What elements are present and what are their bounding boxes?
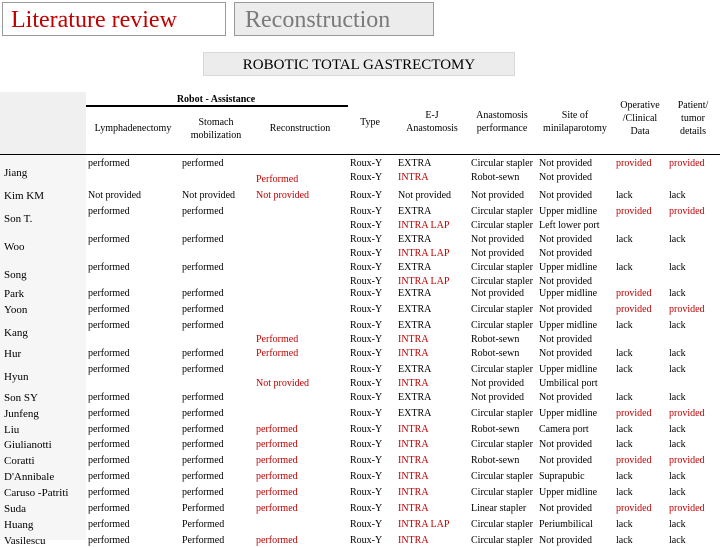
row-name: Caruso -Patriti	[4, 487, 69, 499]
cell-ej: INTRA	[398, 424, 429, 435]
cell-ej: Not provided	[398, 190, 452, 201]
cell-site: Upper midline	[539, 408, 598, 419]
cell-anast: Circular stapler	[471, 535, 533, 546]
cell-patient-details: provided	[669, 455, 705, 466]
cell-anast: Not provided	[471, 288, 525, 299]
cell-ej: INTRA LAP	[398, 248, 450, 259]
cell-anast: Not provided	[471, 190, 525, 201]
cell-reconstruction: Performed	[256, 348, 299, 359]
cell-stomach-mobilization: performed	[182, 304, 224, 315]
cell-site: Upper midline	[539, 487, 598, 498]
cell-patient-details: provided	[669, 304, 705, 315]
cell-lymphadenectomy: performed	[88, 206, 130, 217]
cell-patient-details: lack	[669, 487, 686, 498]
cell-ej: EXTRA	[398, 304, 432, 315]
cell-type: Roux-Y	[350, 348, 383, 359]
cell-type: Roux-Y	[350, 364, 383, 375]
row-name: Jiang	[4, 167, 28, 179]
cell-site: Upper midline	[539, 364, 598, 375]
cell-site: Left lower port	[539, 220, 600, 231]
cell-type: Roux-Y	[350, 392, 383, 403]
group-header-rule	[86, 105, 348, 107]
cell-operative-data: lack	[616, 471, 633, 482]
cell-patient-details: lack	[669, 234, 686, 245]
cell-anast: Linear stapler	[471, 503, 527, 514]
cell-type: Roux-Y	[350, 503, 383, 514]
cell-lymphadenectomy: performed	[88, 535, 130, 546]
cell-operative-data: lack	[616, 190, 633, 201]
cell-type: Roux-Y	[350, 220, 383, 231]
cell-site: Not provided	[539, 439, 593, 450]
cell-ej: INTRA	[398, 378, 429, 389]
cell-patient-details: lack	[669, 364, 686, 375]
row-name: D'Annibale	[4, 471, 55, 483]
cell-lymphadenectomy: performed	[88, 288, 130, 299]
cell-site: Upper midline	[539, 288, 598, 299]
cell-ej: EXTRA	[398, 234, 432, 245]
cell-site: Umbilical port	[539, 378, 598, 389]
cell-anast: Circular stapler	[471, 519, 533, 530]
cell-ej: EXTRA	[398, 206, 432, 217]
cell-site: Upper midline	[539, 206, 598, 217]
cell-operative-data: provided	[616, 206, 652, 217]
cell-site: Not provided	[539, 172, 593, 183]
cell-patient-details: lack	[669, 262, 686, 273]
slide-subtitle: ROBOTIC TOTAL GASTRECTOMY	[203, 52, 515, 76]
cell-site: Not provided	[539, 535, 593, 546]
cell-type: Roux-Y	[350, 206, 383, 217]
cell-anast: Circular stapler	[471, 487, 533, 498]
cell-lymphadenectomy: performed	[88, 392, 130, 403]
cell-anast: Circular stapler	[471, 206, 533, 217]
cell-site: Not provided	[539, 334, 593, 345]
cell-stomach-mobilization: performed	[182, 471, 224, 482]
cell-ej: EXTRA	[398, 288, 432, 299]
cell-ej: INTRA	[398, 172, 429, 183]
cell-site: Not provided	[539, 348, 593, 359]
cell-ej: EXTRA	[398, 408, 432, 419]
cell-type: Roux-Y	[350, 535, 383, 546]
header-type: Type	[360, 117, 380, 128]
cell-site: Not provided	[539, 234, 593, 245]
cell-reconstruction: Not provided	[256, 190, 310, 201]
cell-site: Not provided	[539, 455, 593, 466]
cell-ej: INTRA LAP	[398, 220, 450, 231]
cell-type: Roux-Y	[350, 487, 383, 498]
cell-patient-details: lack	[669, 471, 686, 482]
cell-anast: Not provided	[471, 392, 525, 403]
cell-stomach-mobilization: performed	[182, 320, 224, 331]
cell-patient-details: lack	[669, 424, 686, 435]
row-name: Son SY	[4, 392, 38, 404]
cell-site: Not provided	[539, 276, 593, 287]
cell-patient-details: provided	[669, 158, 705, 169]
cell-type: Roux-Y	[350, 519, 383, 530]
cell-patient-details: lack	[669, 288, 686, 299]
row-name: Coratti	[4, 455, 35, 467]
cell-lymphadenectomy: performed	[88, 364, 130, 375]
cell-type: Roux-Y	[350, 334, 383, 345]
cell-anast: Circular stapler	[471, 439, 533, 450]
row-name: Huang	[4, 519, 34, 531]
cell-patient-details: provided	[669, 408, 705, 419]
cell-ej: EXTRA	[398, 262, 432, 273]
cell-operative-data: lack	[616, 487, 633, 498]
cell-anast: Not provided	[471, 248, 525, 259]
cell-stomach-mobilization: Performed	[182, 519, 225, 530]
cell-site: Periumbilical	[539, 519, 593, 530]
cell-lymphadenectomy: performed	[88, 439, 130, 450]
row-name: Hyun	[4, 371, 29, 383]
literature-table	[0, 92, 720, 547]
cell-stomach-mobilization: performed	[182, 487, 224, 498]
cell-ej: INTRA LAP	[398, 276, 450, 287]
cell-lymphadenectomy: Not provided	[88, 190, 142, 201]
cell-anast: Robot-sewn	[471, 334, 520, 345]
cell-site: Not provided	[539, 248, 593, 259]
cell-operative-data: lack	[616, 519, 633, 530]
row-name: Hur	[4, 348, 22, 360]
cell-stomach-mobilization: performed	[182, 262, 224, 273]
row-name: Park	[4, 288, 25, 300]
cell-reconstruction: performed	[256, 455, 298, 466]
cell-anast: Circular stapler	[471, 304, 533, 315]
cell-ej: EXTRA	[398, 392, 432, 403]
cell-lymphadenectomy: performed	[88, 503, 130, 514]
header-bottom-rule	[0, 154, 720, 155]
cell-lymphadenectomy: performed	[88, 320, 130, 331]
cell-ej: INTRA	[398, 455, 429, 466]
cell-type: Roux-Y	[350, 276, 383, 287]
cell-stomach-mobilization: performed	[182, 408, 224, 419]
cell-operative-data: lack	[616, 424, 633, 435]
cell-anast: Circular stapler	[471, 158, 533, 169]
cell-anast: Circular stapler	[471, 364, 533, 375]
header-stomach-mobilization: Stomach mobilization	[190, 117, 242, 141]
cell-operative-data: provided	[616, 455, 652, 466]
cell-ej: INTRA	[398, 471, 429, 482]
group-header-robot-assistance: Robot - Assistance	[176, 94, 256, 105]
cell-operative-data: provided	[616, 158, 652, 169]
row-name: Suda	[4, 503, 26, 515]
cell-lymphadenectomy: performed	[88, 304, 130, 315]
cell-site: Not provided	[539, 190, 593, 201]
cell-ej: INTRA	[398, 348, 429, 359]
cell-patient-details: lack	[669, 320, 686, 331]
row-name: Son T.	[4, 213, 33, 225]
cell-reconstruction: Not provided	[256, 378, 310, 389]
cell-reconstruction: performed	[256, 439, 298, 450]
cell-anast: Not provided	[471, 378, 525, 389]
cell-anast: Circular stapler	[471, 408, 533, 419]
cell-site: Upper midline	[539, 262, 598, 273]
cell-type: Roux-Y	[350, 424, 383, 435]
tab-literature-review[interactable]: Literature review	[2, 2, 226, 36]
cell-operative-data: lack	[616, 262, 633, 273]
cell-anast: Robot-sewn	[471, 172, 520, 183]
cell-operative-data: lack	[616, 348, 633, 359]
tab-reconstruction[interactable]: Reconstruction	[234, 2, 434, 36]
cell-stomach-mobilization: performed	[182, 392, 224, 403]
cell-type: Roux-Y	[350, 234, 383, 245]
cell-operative-data: lack	[616, 234, 633, 245]
cell-type: Roux-Y	[350, 158, 383, 169]
cell-ej: EXTRA	[398, 158, 432, 169]
cell-lymphadenectomy: performed	[88, 471, 130, 482]
cell-operative-data: provided	[616, 503, 652, 514]
cell-ej: INTRA	[398, 334, 429, 345]
cell-lymphadenectomy: performed	[88, 348, 130, 359]
cell-stomach-mobilization: Performed	[182, 503, 225, 514]
cell-lymphadenectomy: performed	[88, 408, 130, 419]
cell-anast: Circular stapler	[471, 471, 533, 482]
cell-anast: Robot-sewn	[471, 348, 520, 359]
header-lymphadenectomy: Lymphadenectomy	[94, 123, 172, 134]
cell-patient-details: lack	[669, 190, 686, 201]
cell-ej: INTRA	[398, 439, 429, 450]
cell-stomach-mobilization: performed	[182, 364, 224, 375]
cell-patient-details: lack	[669, 535, 686, 546]
cell-anast: Circular stapler	[471, 320, 533, 331]
header-operative-clinical-data: Operative /Clinical Data	[620, 100, 660, 137]
cell-reconstruction: performed	[256, 424, 298, 435]
cell-type: Roux-Y	[350, 455, 383, 466]
cell-patient-details: lack	[669, 519, 686, 530]
cell-ej: EXTRA	[398, 320, 432, 331]
cell-anast: Robot-sewn	[471, 455, 520, 466]
cell-reconstruction: Performed	[256, 174, 299, 185]
cell-reconstruction: performed	[256, 487, 298, 498]
header-anastomosis-performance: Anastomosis performance	[476, 110, 528, 134]
cell-stomach-mobilization: performed	[182, 158, 224, 169]
cell-lymphadenectomy: performed	[88, 424, 130, 435]
header-ej-anastomosis: E-J Anastomosis	[406, 110, 458, 134]
cell-reconstruction: performed	[256, 535, 298, 546]
cell-stomach-mobilization: performed	[182, 455, 224, 466]
header-site-minilaparotomy: Site of minilaparotomy	[543, 110, 607, 134]
cell-lymphadenectomy: performed	[88, 455, 130, 466]
cell-type: Roux-Y	[350, 190, 383, 201]
cell-site: Suprapubic	[539, 471, 585, 482]
cell-ej: INTRA	[398, 503, 429, 514]
cell-type: Roux-Y	[350, 408, 383, 419]
cell-anast: Not provided	[471, 234, 525, 245]
row-name: Woo	[4, 241, 25, 253]
cell-operative-data: provided	[616, 288, 652, 299]
header-patient-tumor-details: Patient/ tumor details	[677, 100, 709, 137]
cell-type: Roux-Y	[350, 288, 383, 299]
cell-stomach-mobilization: performed	[182, 234, 224, 245]
cell-lymphadenectomy: performed	[88, 158, 130, 169]
cell-site: Not provided	[539, 392, 593, 403]
cell-patient-details: lack	[669, 439, 686, 450]
cell-operative-data: provided	[616, 304, 652, 315]
cell-anast: Circular stapler	[471, 276, 533, 287]
cell-stomach-mobilization: Not provided	[182, 190, 236, 201]
row-name: Giulianotti	[4, 439, 52, 451]
cell-stomach-mobilization: performed	[182, 348, 224, 359]
cell-lymphadenectomy: performed	[88, 234, 130, 245]
cell-type: Roux-Y	[350, 262, 383, 273]
cell-type: Roux-Y	[350, 439, 383, 450]
header-reconstruction: Reconstruction	[269, 123, 331, 134]
cell-patient-details: provided	[669, 503, 705, 514]
row-name: Junfeng	[4, 408, 39, 420]
cell-stomach-mobilization: performed	[182, 439, 224, 450]
cell-operative-data: lack	[616, 535, 633, 546]
cell-site: Upper midline	[539, 320, 598, 331]
cell-operative-data: lack	[616, 320, 633, 331]
row-name: Kim KM	[4, 190, 45, 202]
row-name: Vasilescu	[4, 535, 46, 547]
cell-patient-details: lack	[669, 348, 686, 359]
cell-type: Roux-Y	[350, 172, 383, 183]
cell-site: Not provided	[539, 304, 593, 315]
cell-reconstruction: Performed	[256, 334, 299, 345]
cell-type: Roux-Y	[350, 471, 383, 482]
cell-site: Not provided	[539, 158, 593, 169]
cell-type: Roux-Y	[350, 304, 383, 315]
cell-operative-data: lack	[616, 392, 633, 403]
cell-lymphadenectomy: performed	[88, 487, 130, 498]
cell-ej: INTRA	[398, 487, 429, 498]
cell-patient-details: provided	[669, 206, 705, 217]
cell-stomach-mobilization: performed	[182, 206, 224, 217]
cell-reconstruction: performed	[256, 503, 298, 514]
cell-ej: INTRA	[398, 535, 429, 546]
cell-stomach-mobilization: performed	[182, 288, 224, 299]
header-shade-left	[0, 92, 86, 154]
cell-anast: Robot-sewn	[471, 424, 520, 435]
cell-stomach-mobilization: Performed	[182, 535, 225, 546]
cell-type: Roux-Y	[350, 248, 383, 259]
row-name: Song	[4, 269, 27, 281]
cell-type: Roux-Y	[350, 320, 383, 331]
row-name: Yoon	[4, 304, 28, 316]
cell-ej: INTRA LAP	[398, 519, 450, 530]
cell-anast: Circular stapler	[471, 220, 533, 231]
cell-reconstruction: performed	[256, 471, 298, 482]
cell-site: Camera port	[539, 424, 589, 435]
cell-anast: Circular stapler	[471, 262, 533, 273]
cell-stomach-mobilization: performed	[182, 424, 224, 435]
cell-type: Roux-Y	[350, 378, 383, 389]
cell-lymphadenectomy: performed	[88, 262, 130, 273]
cell-ej: EXTRA	[398, 364, 432, 375]
cell-lymphadenectomy: performed	[88, 519, 130, 530]
cell-patient-details: lack	[669, 392, 686, 403]
cell-operative-data: lack	[616, 439, 633, 450]
row-name: Kang	[4, 327, 28, 339]
cell-operative-data: lack	[616, 364, 633, 375]
cell-site: Not provided	[539, 503, 593, 514]
cell-operative-data: provided	[616, 408, 652, 419]
row-name: Liu	[4, 424, 20, 436]
